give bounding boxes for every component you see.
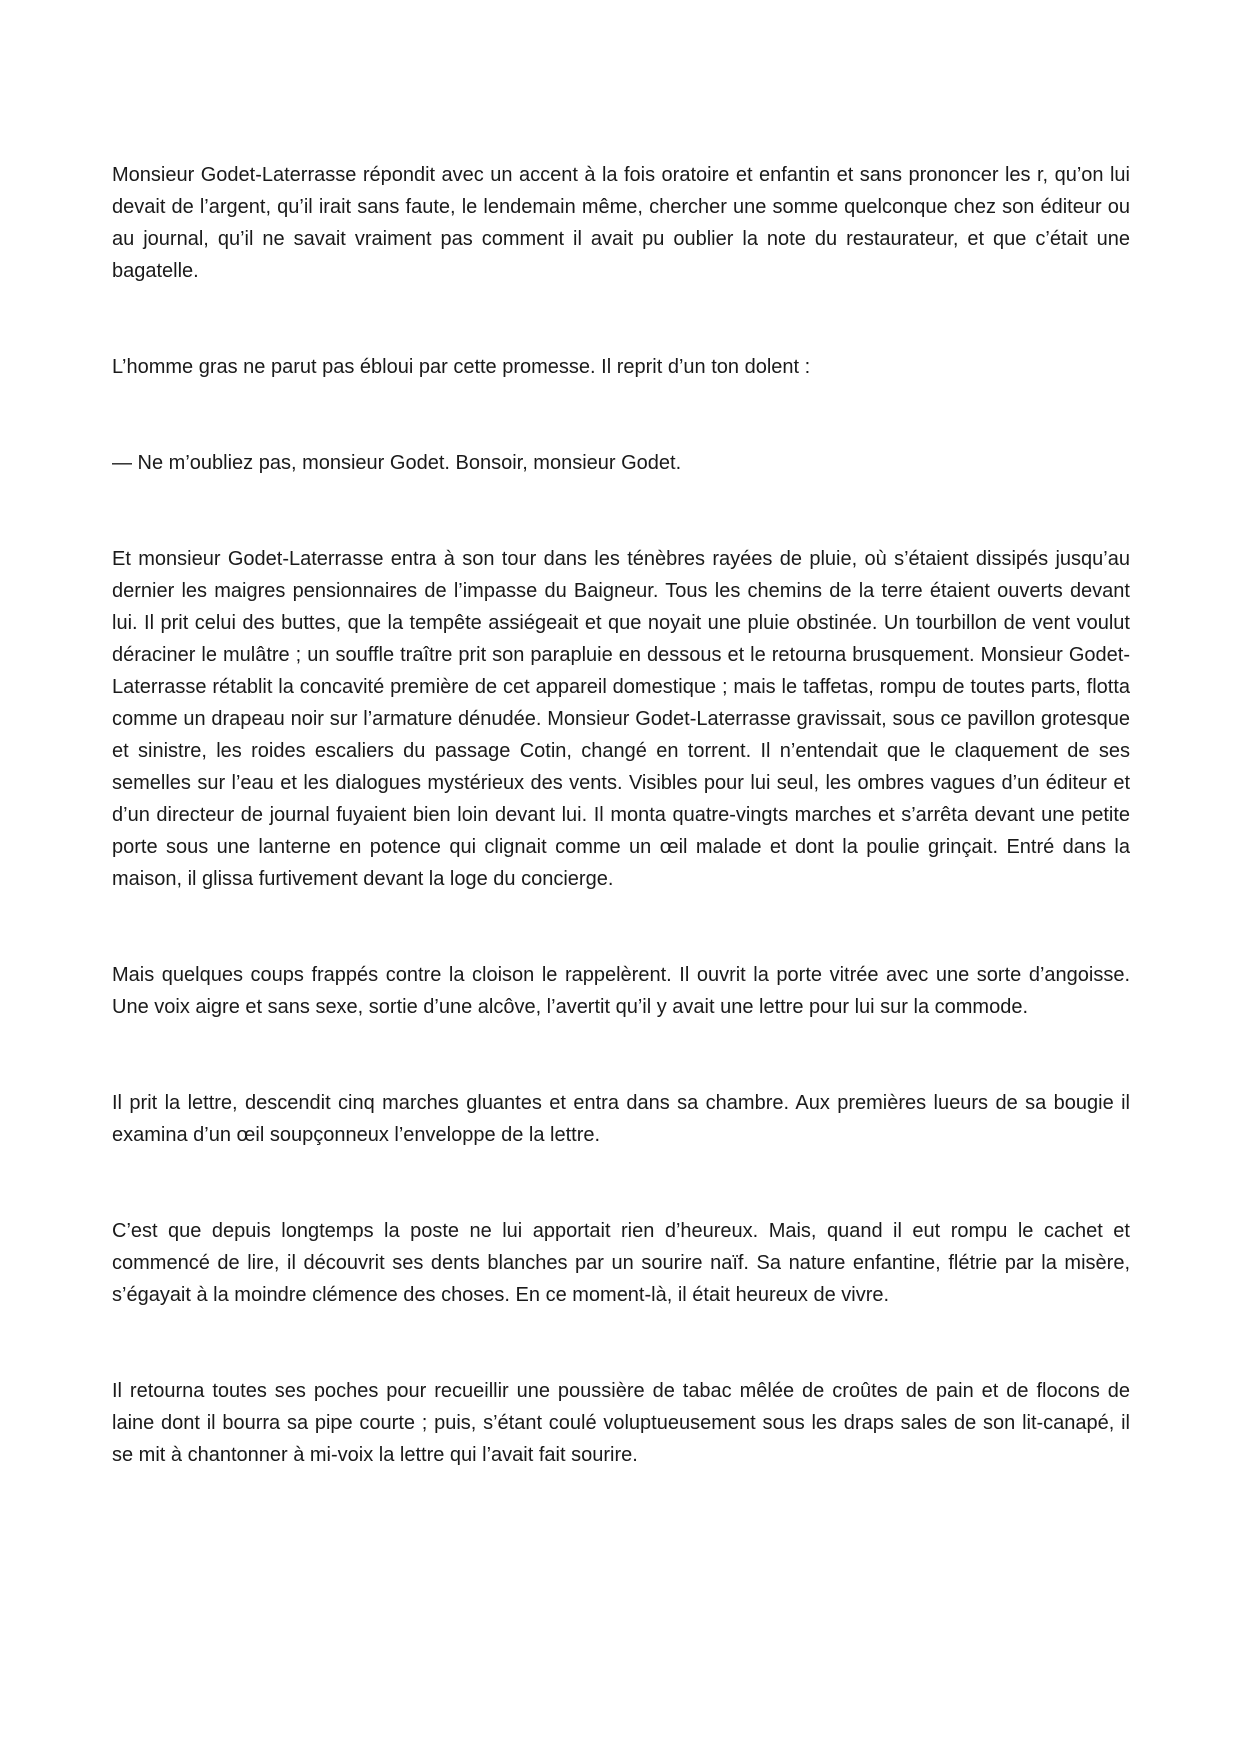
paragraph: Il prit la lettre, descendit cinq marches gluantes et entra dans sa chambre. Aux premières lueurs de sa bougie il examina d’un œil soupçonneux l’enveloppe de la lettre. <box>112 1092 1130 1146</box>
paragraph: L’homme gras ne parut pas ébloui par cette promesse. Il reprit d’un ton dolent : <box>112 356 811 378</box>
paragraph: Et monsieur Godet-Laterrasse entra à son tour dans les ténèbres rayées de pluie, où s’étaient dissipés jusqu’au dernier les maigres pensionnaires de l’impasse du Baigneur. Tous les chemins de la terre étaient ouverts devant lui. Il prit celui des buttes, que la tempête assiégeait et que noyait une pluie obstinée. Un tourbillon de vent voulut déraciner le mulâtre ; un souffle traître prit son parapluie en dessous et le retourna brusquement. Monsieur Godet-Laterrasse rétablit la concavité première de cet appareil domestique ; mais le taffetas, rompu de toutes parts, flotta comme un drapeau noir sur l’armature dénudée. Monsieur Godet-Laterrasse gravissait, sous ce pavillon grotesque et sinistre, les roides escaliers du passage Cotin, changé en torrent. Il n’entendait que le claquement de ses semelles sur l’eau et les dialogues mystérieux des vents. Visibles pour lui seul, les ombres vagues d’un éditeur et d’un directeur de journal fuyaient bien loin devant lui. Il monta quatre-vingts marches et s’arrêta devant une petite porte sous une lanterne en potence qui clignait comme un œil malade et dont la poulie grinçait. Entré dans la maison, il glissa furtivement devant la loge du concierge. <box>112 548 1130 890</box>
paragraph: C’est que depuis longtemps la poste ne lui apportait rien d’heureux. Mais, quand il eut rompu le cachet et commencé de lire, il découvrit ses dents blanches par un sourire naïf. Sa nature enfantine, flétrie par la misère, s’égayait à la moindre clémence des choses. En ce moment-là, il était heureux de vivre. <box>112 1220 1130 1306</box>
paragraph: Il retourna toutes ses poches pour recueillir une poussière de tabac mêlée de croûtes de pain et de flocons de laine dont il bourra sa pipe courte ; puis, s’étant coulé voluptueusement sous les draps sales de son lit-canapé, il se mit à chantonner à mi-voix la lettre qui l’avait fait sourire. <box>112 1380 1130 1466</box>
paragraph: Mais quelques coups frappés contre la cloison le rappelèrent. Il ouvrit la porte vitrée avec une sorte d’angoisse. Une voix aigre et sans sexe, sortie d’une alcôve, l’avertit qu’il y avait une lettre pour lui sur la commode. <box>112 964 1130 1018</box>
paragraph: Monsieur Godet-Laterrasse répondit avec un accent à la fois oratoire et enfantin et sans prononcer les r, qu’on lui devait de l’argent, qu’il irait sans faute, le lendemain même, chercher une somme quelconque chez son éditeur ou au journal, qu’il ne savait vraiment pas comment il avait pu oublier la note du restaurateur, et que c’était une bagatelle. <box>112 164 1130 282</box>
paragraph: — Ne m’oubliez pas, monsieur Godet. Bonsoir, monsieur Godet. <box>112 452 682 474</box>
